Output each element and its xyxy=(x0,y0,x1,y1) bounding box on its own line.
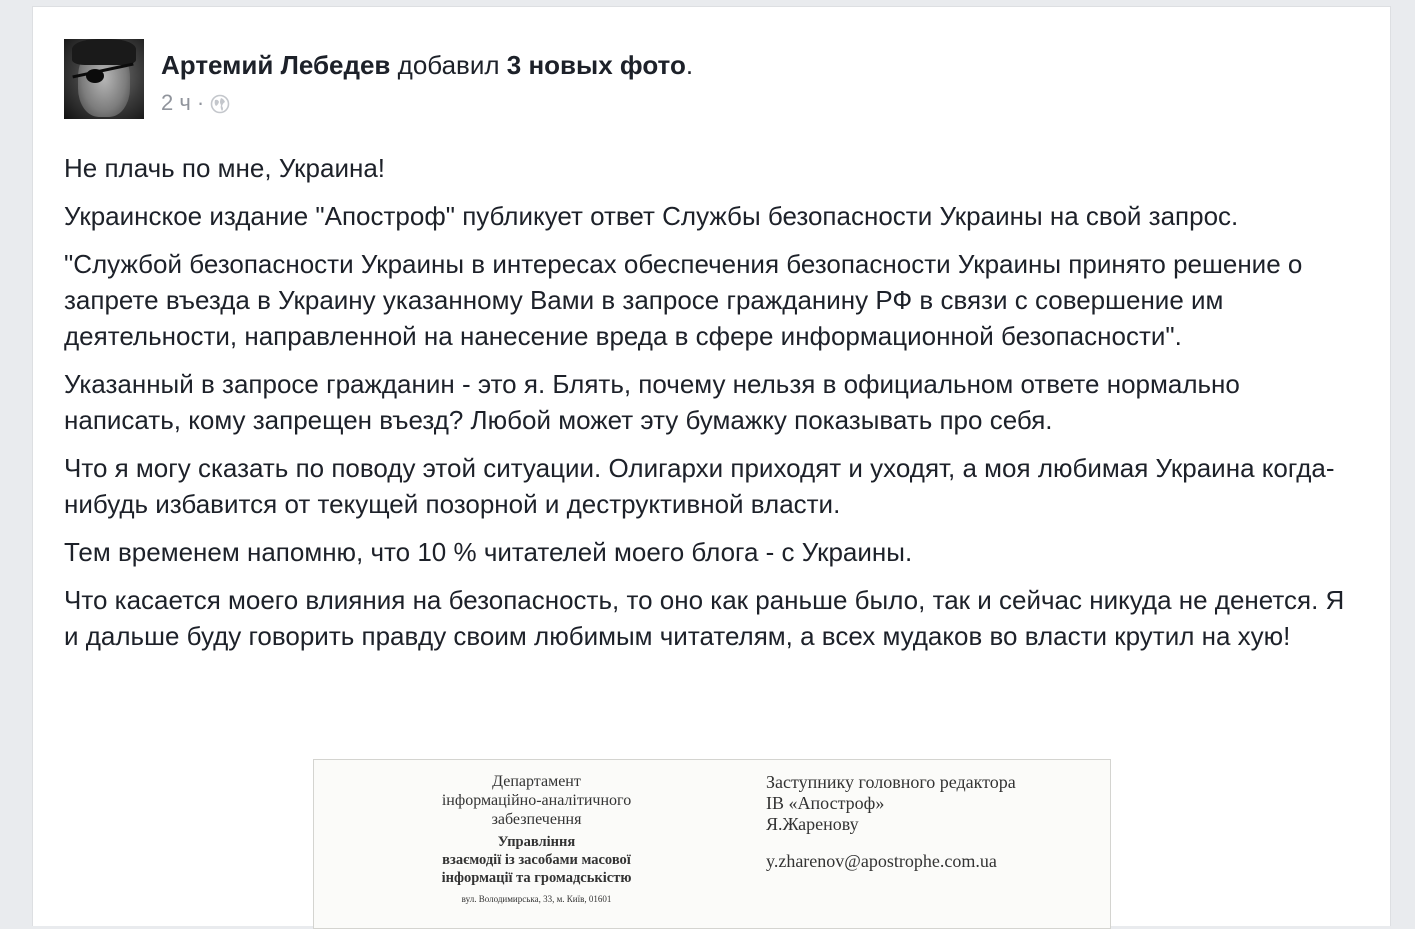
meta-separator: · xyxy=(196,90,205,115)
post-paragraph: Не плачь по мне, Украина! xyxy=(64,153,386,183)
post-action-text: добавил xyxy=(390,50,507,80)
header-period: . xyxy=(685,50,694,80)
author-avatar[interactable] xyxy=(64,39,144,119)
post-paragraph: Что касается моего влияния на безопасность, то оно как раньше было, так и сейчас никуда не денется. Я и дальше буду говорить правду своим любимым читателям, а всех мудаков во власти крутил на хую! xyxy=(64,585,1345,651)
doc-recipient-line: ІВ «Апостроф» xyxy=(766,793,885,813)
doc-recipient-email: y.zharenov@apostrophe.com.ua xyxy=(766,851,997,871)
post-paragraph: Указанный в запросе гражданин - это я. Блять, почему нельзя в официальном ответе нормально написать, кому запрещен въезд? Любой может эту бумажку показывать про себя. xyxy=(64,369,1240,435)
globe-icon[interactable] xyxy=(210,93,230,113)
post-header xyxy=(161,49,693,81)
author-name-link[interactable]: Артемий Лебедев xyxy=(161,50,391,80)
post-paragraph: Что я могу сказать по поводу этой ситуации. Олигархи приходят и уходят, а моя любимая Украина когда-нибудь избавится от текущей позорной и деструктивной власти. xyxy=(64,453,1335,519)
avatar-eyepatch xyxy=(86,69,104,83)
doc-office-line: інформації та громадськістю xyxy=(441,870,632,886)
post-timestamp[interactable]: 2 ч xyxy=(161,90,191,115)
photos-link[interactable]: 3 новых фото xyxy=(506,50,686,80)
doc-recipient-line: Я.Жаренову xyxy=(766,814,859,834)
doc-dept-line: інформаційно-аналітичного xyxy=(441,792,632,809)
post-paragraph: Украинское издание "Апостроф" публикует ответ Службы безопасности Украины на свой запрос. xyxy=(64,201,1239,231)
post-meta xyxy=(161,89,230,117)
doc-office-line: взаємодії із засобами масової xyxy=(442,852,631,868)
doc-recipient-line: Заступнику головного редактора xyxy=(766,772,1016,792)
document-sender-block xyxy=(404,772,669,905)
doc-dept-line: забезпечення xyxy=(491,811,582,828)
doc-office-line: Управління xyxy=(497,834,576,850)
post-paragraph: Тем временем напомню, что 10 % читателей моего блога - с Украины. xyxy=(64,537,913,567)
doc-address: вул. Володимирська, 33, м. Київ, 01601 xyxy=(461,894,612,904)
post-body xyxy=(64,150,1364,666)
avatar-hair xyxy=(72,39,136,65)
post-paragraph: "Службой безопасности Украины в интересах обеспечения безопасности Украины принято решение о запрете въезда в Украину указанному Вами в запросе гражданину РФ в связи с совершение им деятельности, направленной на нанесение вреда в сфере информационной безопасности". xyxy=(64,249,1303,351)
doc-dept-line: Департамент xyxy=(492,773,581,790)
document-photo[interactable] xyxy=(313,759,1111,929)
document-recipient-block xyxy=(766,772,1096,872)
post-card xyxy=(32,6,1391,926)
